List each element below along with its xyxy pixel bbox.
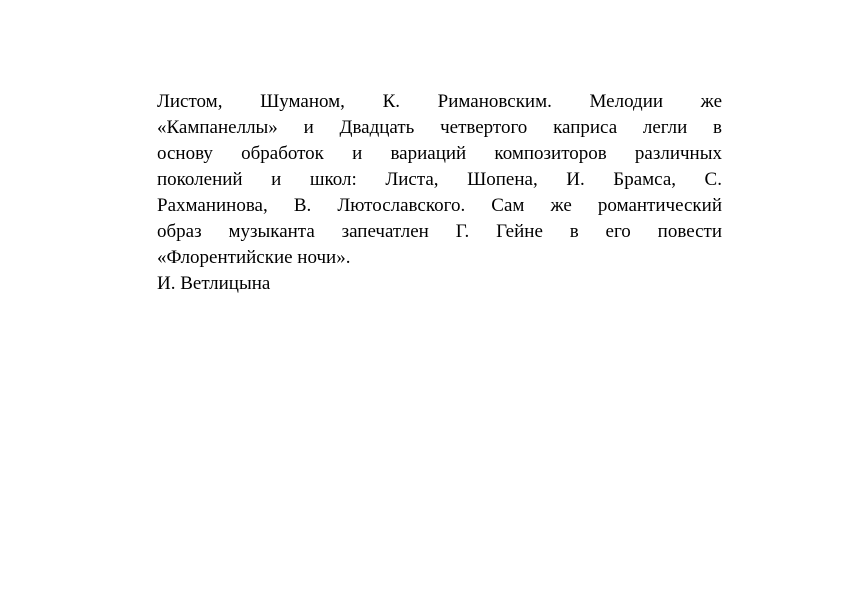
text-line: основу обработок и вариаций композиторов различных <box>157 143 722 164</box>
text-line: «Кампанеллы» и Двадцать четвертого каприса легли в <box>157 117 722 138</box>
text-line: Листом, Шуманом, К. Римановским. Мелодии же <box>157 91 722 112</box>
text-line: Рахманинова, В. Лютославского. Сам же романтический <box>157 195 722 216</box>
body-text <box>157 89 722 297</box>
text-line: «Флорентийские ночи». <box>157 247 351 268</box>
author-signature: И. Ветлицына <box>157 273 271 294</box>
text-line: поколений и школ: Листа, Шопена, И. Брамса, С. <box>157 169 722 190</box>
text-line: образ музыканта запечатлен Г. Гейне в его повести <box>157 221 722 242</box>
